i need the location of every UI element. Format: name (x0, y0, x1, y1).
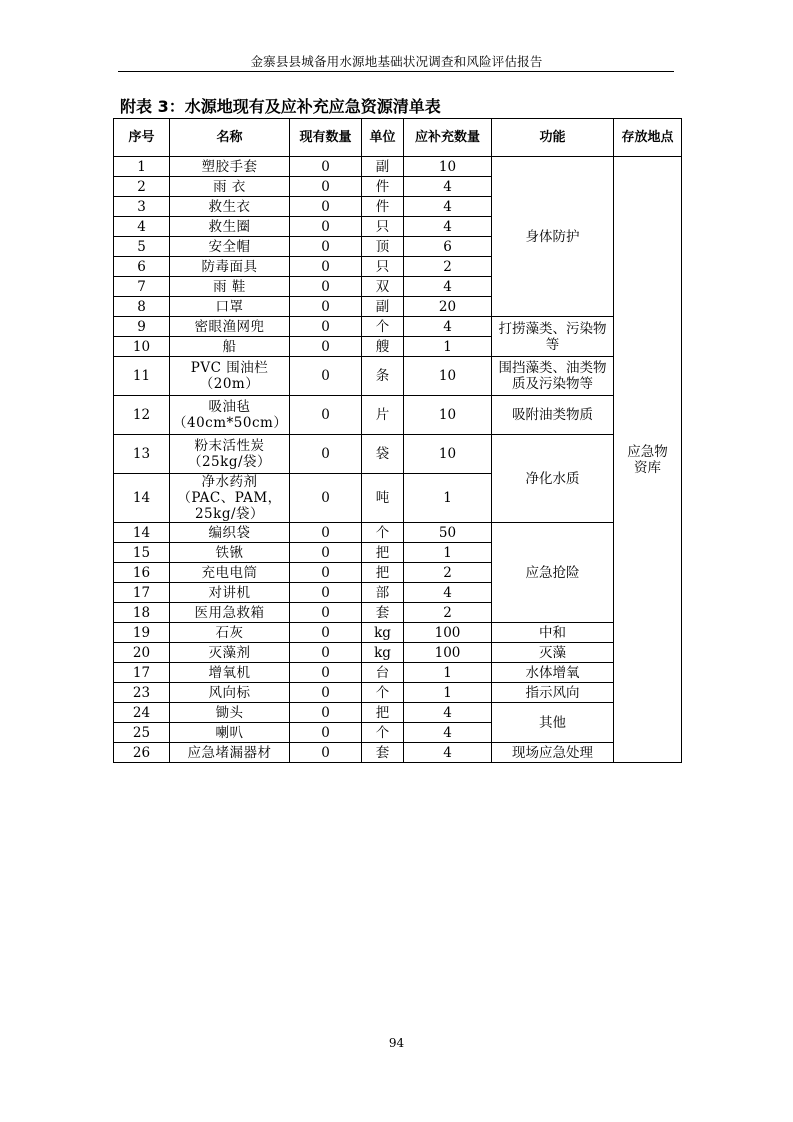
cell-unit: 顶 (362, 237, 404, 257)
cell-storage: 应急物资库 (614, 157, 682, 763)
table-header-row (114, 119, 682, 157)
cell-name: 医用急救箱 (170, 603, 290, 623)
cell-name: 灭藻剂 (170, 643, 290, 663)
cell-unit: 只 (362, 257, 404, 277)
cell-need: 1 (404, 337, 492, 357)
cell-unit: 艘 (362, 337, 404, 357)
cell-no: 17 (114, 583, 170, 603)
cell-have: 0 (290, 703, 362, 723)
cell-need: 1 (404, 543, 492, 563)
col-header-no: 序号 (114, 119, 170, 157)
cell-name: 对讲机 (170, 583, 290, 603)
cell-unit: 把 (362, 563, 404, 583)
cell-no: 5 (114, 237, 170, 257)
cell-unit: 件 (362, 197, 404, 217)
cell-name: 船 (170, 337, 290, 357)
table-row (114, 157, 682, 177)
cell-name: 石灰 (170, 623, 290, 643)
cell-no: 13 (114, 435, 170, 474)
col-header-storage: 存放地点 (614, 119, 682, 157)
cell-have: 0 (290, 743, 362, 763)
col-header-have: 现有数量 (290, 119, 362, 157)
cell-function: 净化水质 (492, 435, 614, 523)
cell-need: 4 (404, 723, 492, 743)
cell-have: 0 (290, 237, 362, 257)
cell-function: 围挡藻类、油类物质及污染物等 (492, 357, 614, 396)
cell-have: 0 (290, 435, 362, 474)
cell-unit: 把 (362, 703, 404, 723)
table-row (114, 623, 682, 643)
cell-no: 24 (114, 703, 170, 723)
cell-need: 20 (404, 297, 492, 317)
cell-need: 10 (404, 157, 492, 177)
cell-need: 2 (404, 257, 492, 277)
cell-need: 100 (404, 643, 492, 663)
cell-unit: 个 (362, 683, 404, 703)
cell-no: 3 (114, 197, 170, 217)
cell-name: 防毒面具 (170, 257, 290, 277)
cell-no: 26 (114, 743, 170, 763)
table-row (114, 643, 682, 663)
cell-unit: 副 (362, 297, 404, 317)
cell-name: 雨 衣 (170, 177, 290, 197)
table-row (114, 396, 682, 435)
cell-name: PVC 围油栏（20m） (170, 357, 290, 396)
resource-table (113, 118, 682, 763)
cell-need: 10 (404, 435, 492, 474)
cell-need: 1 (404, 683, 492, 703)
cell-unit: 个 (362, 723, 404, 743)
cell-name: 塑胶手套 (170, 157, 290, 177)
cell-need: 100 (404, 623, 492, 643)
cell-unit: 套 (362, 743, 404, 763)
cell-no: 12 (114, 396, 170, 435)
cell-name: 净水药剂（PAC、PAM，25kg/袋） (170, 474, 290, 523)
table-row (114, 357, 682, 396)
cell-name: 粉末活性炭（25kg/袋） (170, 435, 290, 474)
cell-no: 8 (114, 297, 170, 317)
cell-no: 20 (114, 643, 170, 663)
col-header-need: 应补充数量 (404, 119, 492, 157)
cell-unit: kg (362, 623, 404, 643)
cell-function: 身体防护 (492, 157, 614, 317)
page-number: 94 (388, 1036, 405, 1050)
cell-function: 吸附油类物质 (492, 396, 614, 435)
cell-unit: 把 (362, 543, 404, 563)
cell-need: 4 (404, 583, 492, 603)
cell-name: 铁锹 (170, 543, 290, 563)
cell-have: 0 (290, 683, 362, 703)
cell-name: 救生圈 (170, 217, 290, 237)
cell-have: 0 (290, 157, 362, 177)
col-header-name: 名称 (170, 119, 290, 157)
cell-have: 0 (290, 643, 362, 663)
cell-need: 4 (404, 197, 492, 217)
cell-function: 灭藻 (492, 643, 614, 663)
cell-have: 0 (290, 623, 362, 643)
page-header: 金寨县县城备用水源地基础状况调查和风险评估报告 (250, 54, 543, 69)
cell-have: 0 (290, 723, 362, 743)
cell-no: 9 (114, 317, 170, 337)
cell-have: 0 (290, 217, 362, 237)
cell-need: 1 (404, 474, 492, 523)
cell-have: 0 (290, 543, 362, 563)
table-row (114, 435, 682, 474)
cell-no: 7 (114, 277, 170, 297)
cell-unit: 个 (362, 317, 404, 337)
header-rule (118, 71, 674, 72)
cell-unit: 副 (362, 157, 404, 177)
cell-need: 10 (404, 396, 492, 435)
cell-have: 0 (290, 197, 362, 217)
table-row (114, 317, 682, 337)
cell-have: 0 (290, 663, 362, 683)
table-row (114, 523, 682, 543)
table-row (114, 683, 682, 703)
table-row (114, 703, 682, 723)
cell-unit: 台 (362, 663, 404, 683)
cell-have: 0 (290, 317, 362, 337)
cell-need: 50 (404, 523, 492, 543)
cell-no: 6 (114, 257, 170, 277)
cell-no: 19 (114, 623, 170, 643)
cell-function: 其他 (492, 703, 614, 743)
cell-need: 6 (404, 237, 492, 257)
cell-function: 打捞藻类、污染物等 (492, 317, 614, 357)
col-header-function: 功能 (492, 119, 614, 157)
cell-no: 14 (114, 474, 170, 523)
cell-need: 1 (404, 663, 492, 683)
cell-no: 2 (114, 177, 170, 197)
cell-need: 4 (404, 217, 492, 237)
cell-no: 10 (114, 337, 170, 357)
cell-have: 0 (290, 277, 362, 297)
cell-have: 0 (290, 563, 362, 583)
cell-need: 4 (404, 317, 492, 337)
cell-need: 10 (404, 357, 492, 396)
cell-have: 0 (290, 603, 362, 623)
cell-no: 4 (114, 217, 170, 237)
cell-have: 0 (290, 474, 362, 523)
cell-unit: 双 (362, 277, 404, 297)
cell-need: 4 (404, 177, 492, 197)
cell-unit: 吨 (362, 474, 404, 523)
cell-name: 增氧机 (170, 663, 290, 683)
cell-have: 0 (290, 523, 362, 543)
cell-name: 编织袋 (170, 523, 290, 543)
cell-function: 中和 (492, 623, 614, 643)
cell-name: 风向标 (170, 683, 290, 703)
cell-no: 14 (114, 523, 170, 543)
cell-name: 密眼渔网兜 (170, 317, 290, 337)
cell-no: 16 (114, 563, 170, 583)
table-row (114, 743, 682, 763)
cell-unit: 片 (362, 396, 404, 435)
cell-name: 安全帽 (170, 237, 290, 257)
cell-unit: 个 (362, 523, 404, 543)
cell-no: 17 (114, 663, 170, 683)
cell-name: 雨 鞋 (170, 277, 290, 297)
cell-no: 25 (114, 723, 170, 743)
cell-unit: 只 (362, 217, 404, 237)
cell-unit: 部 (362, 583, 404, 603)
cell-no: 11 (114, 357, 170, 396)
cell-have: 0 (290, 337, 362, 357)
cell-need: 2 (404, 563, 492, 583)
cell-need: 2 (404, 603, 492, 623)
cell-no: 23 (114, 683, 170, 703)
cell-unit: kg (362, 643, 404, 663)
cell-no: 1 (114, 157, 170, 177)
cell-need: 4 (404, 743, 492, 763)
table-caption: 附表 3：水源地现有及应补充应急资源清单表 (120, 97, 441, 116)
cell-have: 0 (290, 297, 362, 317)
cell-have: 0 (290, 357, 362, 396)
cell-name: 锄头 (170, 703, 290, 723)
cell-name: 救生衣 (170, 197, 290, 217)
cell-name: 应急堵漏器材 (170, 743, 290, 763)
cell-name: 吸油毡（40cm*50cm） (170, 396, 290, 435)
cell-have: 0 (290, 257, 362, 277)
cell-unit: 条 (362, 357, 404, 396)
cell-need: 4 (404, 277, 492, 297)
cell-have: 0 (290, 396, 362, 435)
cell-unit: 袋 (362, 435, 404, 474)
cell-need: 4 (404, 703, 492, 723)
cell-name: 口罩 (170, 297, 290, 317)
cell-function: 水体增氧 (492, 663, 614, 683)
cell-have: 0 (290, 177, 362, 197)
cell-function: 应急抢险 (492, 523, 614, 623)
cell-no: 15 (114, 543, 170, 563)
cell-name: 充电电筒 (170, 563, 290, 583)
cell-name: 喇叭 (170, 723, 290, 743)
table-row (114, 663, 682, 683)
cell-have: 0 (290, 583, 362, 603)
col-header-unit: 单位 (362, 119, 404, 157)
cell-function: 现场应急处理 (492, 743, 614, 763)
cell-unit: 件 (362, 177, 404, 197)
cell-function: 指示风向 (492, 683, 614, 703)
cell-no: 18 (114, 603, 170, 623)
cell-unit: 套 (362, 603, 404, 623)
